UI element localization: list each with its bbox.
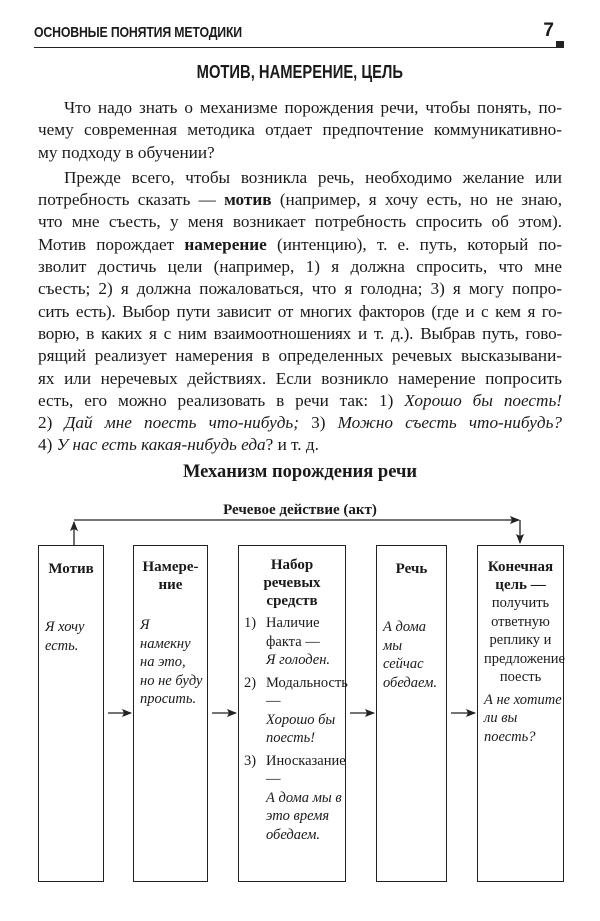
section-title — [0, 62, 600, 83]
text-line: ворю, в каких я с ним взаимоотношениях и т. д.). Выбрав путь, гово- — [38, 323, 562, 343]
text-line: Прежде всего, чтобы возникла речь, необходимо желание или — [64, 167, 562, 187]
box-heading — [134, 558, 207, 594]
box-heading — [239, 556, 345, 610]
box-body: получить ответную реплику и предложение поесть — [484, 595, 565, 685]
means-item-text: Иносказание — — [266, 752, 346, 787]
means-item-example: Я голоден. — [266, 652, 331, 668]
means-item — [244, 674, 348, 748]
text-line: ях или неречевых действиях. Если возникло намерение попросить — [38, 368, 562, 388]
page-number: 7 — [543, 20, 554, 41]
text-line: Что надо знать о механизме порождения речи, чтобы понять, по- — [64, 98, 562, 117]
box-motive — [38, 545, 104, 882]
paragraph-1 — [38, 97, 562, 164]
text-run: потребность сказать — — [38, 190, 225, 210]
text-line: съесть; 2) я должна пожаловаться, что я голодна; 3) я могу попро- — [38, 279, 562, 299]
means-item-example: Хорошо бы поесть! — [266, 711, 336, 746]
text-run: (например, я хочу есть, но не знаю, — [271, 190, 562, 210]
text-run: Мотив порождает — [38, 234, 185, 254]
means-item — [244, 752, 345, 845]
example-3: Можно съесть что-нибудь? — [337, 413, 562, 433]
box-goal — [477, 545, 564, 882]
example-1: Хорошо бы поесть! — [404, 390, 562, 410]
means-item-number: 1) — [244, 615, 257, 631]
means-item-number: 2) — [244, 674, 257, 691]
running-head — [34, 20, 564, 44]
paragraph-2 — [38, 167, 562, 457]
means-item-example: А дома мы в это время обедаем. — [266, 789, 342, 843]
box-heading-line: Набор — [270, 557, 314, 573]
text-line — [38, 412, 562, 434]
box-heading — [478, 558, 563, 594]
text-line — [38, 390, 562, 412]
term-motive: мотив — [224, 190, 272, 210]
text-line — [38, 434, 562, 456]
section-title-text: МОТИВ, НАМЕРЕНИЕ, ЦЕЛЬ — [196, 62, 404, 82]
box-heading-line: цель — — [495, 577, 546, 593]
means-item — [244, 614, 345, 670]
box-example: Я намекну на это, но не буду просить. — [140, 617, 203, 707]
text-line — [38, 234, 562, 256]
speech-act-label: Речевое действие (акт) — [223, 502, 377, 518]
text-line: рящий реализует намерения в определенных речевых высказывани- — [38, 346, 562, 366]
example-4: У нас есть какая-нибудь еда — [56, 435, 266, 455]
text-line: чему современная методика отдает предпочтение коммуникативно- — [38, 120, 562, 140]
text-line — [38, 189, 562, 211]
diagram-title: Механизм порождения речи — [182, 462, 418, 482]
text-line: зволит достичь цели (например, 1) я должна спросить, что мне — [38, 257, 562, 277]
running-title: ОСНОВНЫЕ ПОНЯТИЯ МЕТОДИКИ — [34, 24, 242, 41]
text-run: (интенцию), т. е. путь, который по- — [266, 234, 562, 254]
text-run: ? и т. д. — [265, 435, 319, 455]
box-heading-line: средств — [266, 593, 318, 609]
text-run: 4) — [38, 435, 57, 455]
box-speech — [376, 545, 447, 882]
box-heading: Речь — [395, 561, 428, 577]
box-means — [238, 545, 346, 882]
means-item-number: 3) — [244, 752, 257, 769]
text-line: что мне съесть, у меня возникает потребность спросить об этом). — [38, 212, 562, 232]
header-rule — [34, 47, 556, 48]
box-heading-line: ние — [158, 577, 183, 593]
box-example: А дома мы сейчас обедаем. — [383, 619, 437, 691]
body-text — [38, 97, 562, 457]
text-line: сить есть). Выбор пути зависит от многих факторов (где и с кем я го- — [38, 301, 562, 321]
box-example: Я хочу есть. — [45, 619, 85, 654]
means-item-text: Модальность — — [266, 674, 348, 709]
text-run: 3) — [298, 413, 338, 433]
box-heading-line: Конечная — [487, 559, 554, 575]
box-intention — [133, 545, 208, 882]
box-heading-line: речевых — [263, 575, 321, 591]
box-heading-line: Намере- — [142, 559, 199, 575]
text-run: есть, его можно реализовать в речи так: 1) — [38, 390, 405, 410]
text-run: 2) — [38, 413, 65, 433]
header-rule-end-block — [556, 41, 564, 48]
means-list — [239, 614, 348, 844]
term-intention: намерение — [184, 234, 267, 254]
box-example: А не хотите ли вы поесть? — [484, 691, 562, 745]
means-item-text: Наличие факта — — [266, 615, 320, 650]
box-heading: Мотив — [48, 561, 94, 577]
text-line: му подходу в обучении? — [38, 142, 215, 162]
example-2: Дай мне поесть что-нибудь; — [64, 413, 299, 433]
